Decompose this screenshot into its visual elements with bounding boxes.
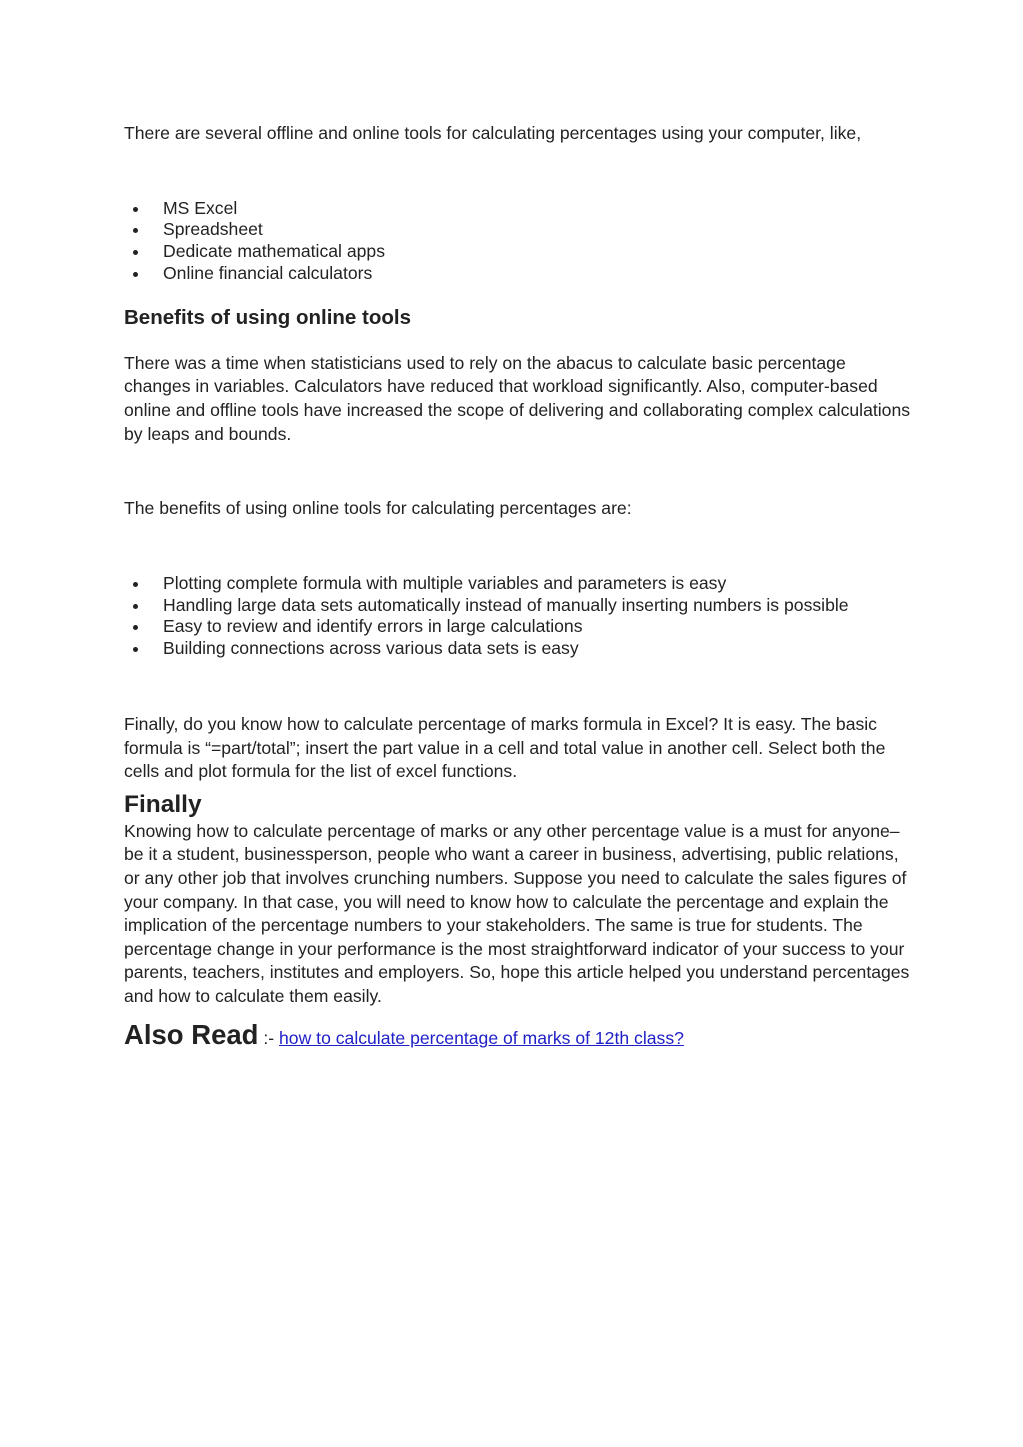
tools-list: [124, 198, 914, 285]
excel-paragraph: Finally, do you know how to calculate percentage of marks formula in Excel? It is easy. The basic formula is “=part/total”; insert the part value in a cell and total value in another cell. Select both the cells and plot formula for the list of excel functions.: [124, 713, 886, 782]
also-read-link[interactable]: how to calculate percentage of marks of 12th class?: [279, 1028, 684, 1049]
list-item: Dedicate mathematical apps: [124, 241, 914, 263]
benefits-intro-paragraph: The benefits of using online tools for calculating percentages are:: [124, 498, 632, 519]
finally-paragraph: Knowing how to calculate percentage of marks or any other percentage value is a must for anyone–be it a student, businessperson, people who want a career in business, advertising, public relations, or any other job that involves crunching numbers. Suppose you need to calculate the sales figures of your company. In that case, you will need to know how to calculate the percentage and explain the implication of the percentage numbers to your stakeholders. The same is true for students. The percentage change in your performance is the most straightforward indicator of your success to your parents, teachers, institutes and employers. So, hope this article helped you understand percentages and how to calculate them easily.: [124, 820, 910, 1006]
list-item: Easy to review and identify errors in large calculations: [124, 616, 914, 638]
also-read-separator: :-: [263, 1028, 275, 1049]
also-read-title: Also Read: [124, 1019, 259, 1051]
intro-paragraph: There are several offline and online tools for calculating percentages using your computer, like,: [124, 123, 862, 143]
list-item: Online financial calculators: [124, 263, 914, 285]
list-item: Spreadsheet: [124, 219, 914, 241]
finally-heading: Finally: [124, 790, 202, 818]
list-item: Plotting complete formula with multiple variables and parameters is easy: [124, 573, 914, 595]
benefits-heading: Benefits of using online tools: [124, 305, 411, 329]
list-item: Building connections across various data sets is easy: [124, 638, 914, 660]
list-item: MS Excel: [124, 198, 914, 220]
document-body: [124, 122, 914, 1055]
statisticians-paragraph: There was a time when statisticians used to rely on the abacus to calculate basic percentage changes in variables. Calculators have reduced that workload significantly. Also, computer-based online and offline tools have increased the scope of delivering and collaborating complex calculations by leaps and bounds.: [124, 352, 911, 444]
benefits-list: [124, 573, 914, 660]
also-read-section: [124, 1018, 914, 1055]
list-item: Handling large data sets automatically instead of manually inserting numbers is possible: [124, 595, 914, 617]
